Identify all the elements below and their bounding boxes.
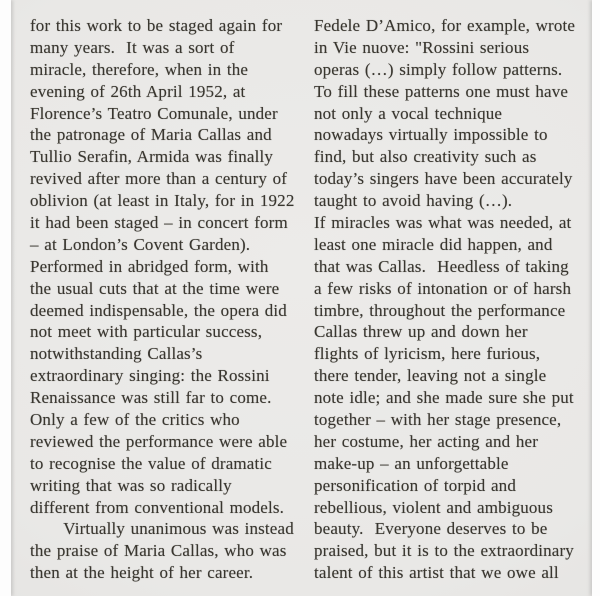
text-line: miracle, therefore, when in the [30,59,249,79]
text-line: Callas threw up and down her [314,322,528,342]
text-line: evening of 26th April 1952, at [30,81,246,101]
text-line: make-up – an unforgettable [314,453,509,473]
text-line: that was Callas. Heedless of taking [314,256,569,276]
text-line: the usual cuts that at the time were [30,278,280,298]
text-line: deemed indispensable, the opera did [30,300,287,320]
text-line: the patronage of Maria Callas and [30,125,272,145]
text-line: personification of torpid and [314,475,516,495]
text-line: note idle; and she made sure she put [314,388,574,408]
text-column-right [314,15,594,584]
text-line: nowadays virtually impossible to [314,125,548,145]
text-line: beauty. Everyone deserves to be [314,519,548,539]
text-line: then at the height of her career. [30,563,254,583]
text-line: To fill these patterns one must have [314,81,569,101]
text-line: together – with her stage presence, [314,410,562,430]
text-line: her costume, her acting and her [314,431,539,451]
text-line: oblivion (at least in Italy, for in 1922 [30,191,295,211]
text-line: Renaissance was still far to come. [30,388,272,408]
text-line: taught to avoid having (…). [314,191,513,211]
text-line: If miracles was what was needed, at [314,213,572,233]
text-line: rebellious, violent and ambiguous [314,497,553,517]
text-line: Fedele D’Amico, for example, wrote [314,16,576,35]
text-line: there tender, leaving not a single [314,366,547,386]
text-column-left [30,15,302,584]
text-line: Florence’s Teatro Comunale, under [30,103,278,123]
scan-edge-left [0,0,11,596]
text-line: flights of lyricism, here furious, [314,344,541,364]
text-line: different from conventional models. [30,497,285,517]
text-line: today’s singers have been accurately [314,169,573,189]
text-line: timbre, throughout the performance [314,300,566,320]
scan-edge-right [592,0,600,596]
text-line: praised, but it is to the extraordinary [314,541,574,561]
text-line: not only a vocal technique [314,103,503,123]
text-line: to recognise the value of dramatic [30,453,272,473]
text-line: not meet with particular success, [30,322,263,342]
text-line: the praise of Maria Callas, who was [30,541,287,561]
text-line: notwithstanding Callas’s [30,344,203,364]
text-line: reviewed the performance were able [30,431,288,451]
text-line: – at London’s Covent Garden). [30,234,251,254]
text-line: least one miracle did happen, and [314,234,553,254]
text-line: Virtually unanimous was instead [30,519,294,539]
text-line: find, but also creativity such as [314,147,537,167]
text-line: operas (…) simply follow patterns. [314,59,563,79]
text-line: a few risks of intonation or of harsh [314,278,572,298]
text-line: Tullio Serafin, Armida was finally [30,147,274,167]
text-line: writing that was so radically [30,475,232,495]
text-line: revived after more than a century of [30,169,288,189]
text-line: it had been staged – in concert form [30,213,288,233]
text-line: for this work to be staged again for [30,16,283,35]
text-line: in Vie nuove: "Rossini serious [314,37,530,57]
text-line: extraordinary singing: the Rossini [30,366,270,386]
text-line: Performed in abridged form, with [30,256,269,276]
text-line: Only a few of the critics who [30,410,240,430]
text-line: talent of this artist that we owe all [314,563,559,583]
text-line: many years. It was a sort of [30,37,235,57]
